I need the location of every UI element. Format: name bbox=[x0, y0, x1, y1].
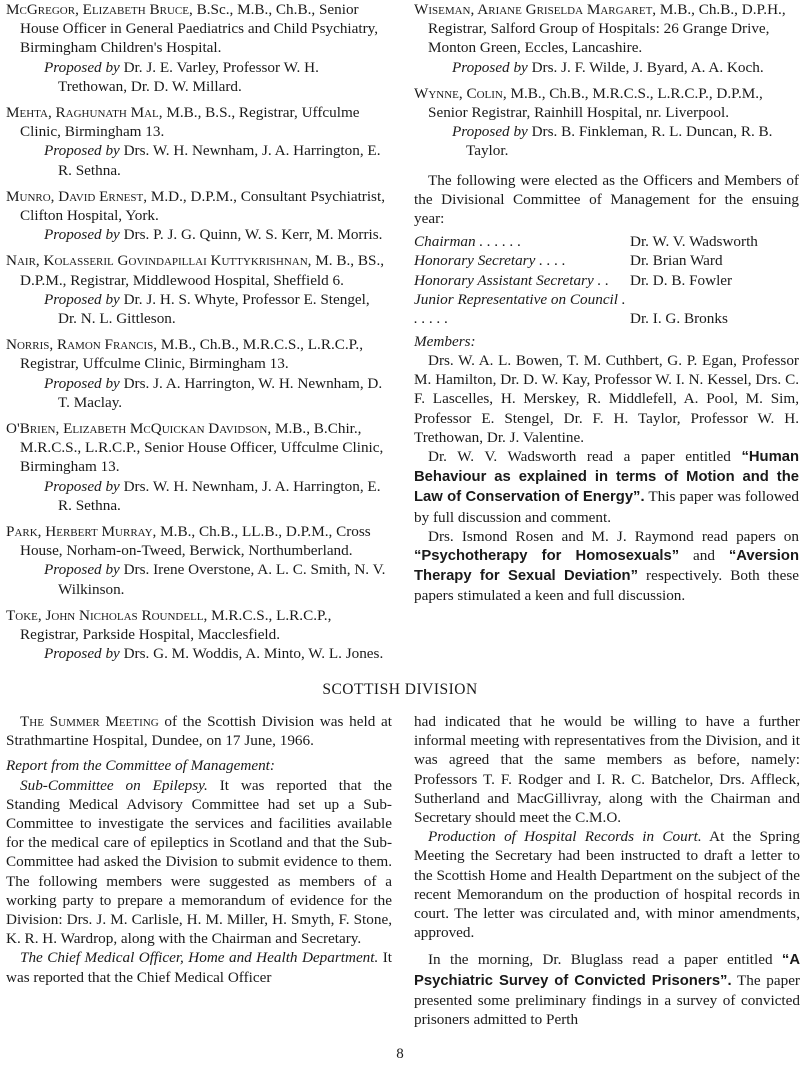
proposers: Dr. J. H. S. Whyte, Professor E. Stengel, Dr. N. L. Gittleson. bbox=[58, 290, 370, 328]
member-entry bbox=[414, 84, 799, 161]
scottish-intro: The Summer Meeting of the Scottish Division was held at Strathmartine Hospital, Dundee, on 17 June, 1966. bbox=[6, 713, 393, 750]
member-entry bbox=[6, 419, 391, 515]
proposers-line bbox=[20, 58, 391, 96]
member-name: Nair, Kolasseril Govindapillai Kuttykrishnan, bbox=[6, 252, 312, 270]
cmo-continued: had indicated that he would be willing to have a further informal meeting with representatives from the Division, and it was agreed that the same members as before, namely: Professors T. F. Rodger and I. R. C. Batchelor, Drs. Affleck, Sutherland and MacGillivray, along with the Chairman and Secretary should meet the C.M.O. bbox=[414, 713, 800, 827]
member-name: Mehta, Raghunath Mal, bbox=[6, 104, 163, 122]
left-column-top bbox=[6, 0, 391, 671]
member-name: Munro, David Ernest, bbox=[6, 187, 148, 205]
proposers-line bbox=[20, 225, 391, 244]
member-entry bbox=[6, 522, 391, 599]
member-name: McGregor, Elizabeth Bruce, bbox=[6, 1, 193, 18]
proposed-by-label: Proposed by bbox=[44, 58, 120, 76]
cmo-paragraph bbox=[6, 948, 392, 986]
proposed-by-label: Proposed by bbox=[44, 226, 120, 244]
officer-role: Honorary Secretary . . . . bbox=[414, 252, 566, 270]
proposed-by-label: Proposed by bbox=[44, 290, 120, 308]
proposers-line bbox=[428, 58, 799, 77]
proposers-line bbox=[20, 290, 391, 328]
bluglass-paragraph: In the morning, Dr. Bluglass read a paper entitled “A Psychiatric Survey of Convicted Prisoners”. The paper presented some preliminary findings in a survey of convicted prisoners admitted to Perth bbox=[414, 951, 800, 1029]
proposed-by-label: Proposed by bbox=[452, 123, 528, 141]
proposers: Drs. W. H. Newnham, J. A. Harrington, E. R. Sethna. bbox=[58, 142, 381, 179]
proposers: Drs. J. A. Harrington, W. H. Newnham, D. T. Maclay. bbox=[58, 374, 383, 411]
proposers-line bbox=[20, 644, 391, 663]
cmo-heading: The Chief Medical Officer, Home and Health Department. bbox=[20, 949, 379, 967]
officer-name: Dr. D. B. Fowler bbox=[630, 271, 733, 289]
member-name: O'Brien, Elizabeth McQuickan Davidson, bbox=[6, 420, 272, 438]
right-column-bottom bbox=[414, 712, 800, 1029]
member-entry bbox=[6, 335, 391, 412]
member-entry bbox=[6, 187, 391, 245]
member-details: M.B., Ch.B., M.R.C.S., L.R.C.P., Registrar, Uffculme Clinic, Birmingham 13. bbox=[20, 336, 364, 373]
officer-name: Dr. I. G. Bronks bbox=[630, 309, 728, 327]
member-entry bbox=[414, 0, 799, 77]
paper-title: “Psychotherapy for Homosexuals” bbox=[414, 548, 680, 565]
records-paragraph: Production of Hospital Records in Court. At the Spring Meeting the Secretary had been instructed to draft a letter to the Scottish Home and Health Department on the subject of the recent Memorandum on the production of hospital records in court. The letter was circulated and, with minor amendments, approved. bbox=[414, 828, 800, 942]
members-label: Members: bbox=[414, 332, 476, 350]
proposers: Drs. W. H. Newnham, J. A. Harrington, E. R. Sethna. bbox=[58, 477, 381, 514]
officer-name: Dr. Brian Ward bbox=[630, 252, 723, 270]
epilepsy-paragraph: Sub-Committee on Epilepsy. It was reported that the Standing Medical Advisory Committee had set up a Sub-Committee to investigate the services and facilities available for the medical care of epileptics in Scotland and that the Sub-Committee had asked the Division to submit evidence to them. The following members were suggested as members of a working party to prepare a memorandum of evidence for the Division: Drs. J. M. Carlisle, H. M. Miller, H. Smyth, F. Stone, K. R. H. Wardrop, along with the Chairman and Secretary. bbox=[6, 776, 392, 948]
proposers: Drs. G. M. Woddis, A. Minto, W. L. Jones. bbox=[123, 645, 384, 663]
officer-role: Honorary Assistant Secretary . . bbox=[414, 271, 609, 289]
officer-row bbox=[414, 251, 799, 270]
officers-list bbox=[414, 232, 799, 328]
member-entry bbox=[6, 103, 391, 180]
officer-row bbox=[414, 232, 799, 251]
proposers: Drs. B. Finkleman, R. L. Duncan, R. B. Taylor. bbox=[466, 123, 773, 160]
proposed-by-label: Proposed by bbox=[44, 645, 120, 663]
left-column-bottom bbox=[6, 712, 392, 987]
officer-row bbox=[414, 290, 799, 328]
proposers: Drs. P. J. G. Quinn, W. S. Kerr, M. Morris. bbox=[123, 226, 383, 244]
member-name: Norris, Ramon Francis, bbox=[6, 336, 158, 354]
members-list: Drs. W. A. L. Bowen, T. M. Cuthbert, G. P. Egan, Professor M. Hamilton, Dr. D. W. Kay, Professor W. I. N. Kessel, Drs. C. F. Lascelles, H. Merskey, R. Middlefell, A. Pool, M. Sim, Professor E. Stengel, Dr. F. H. Taylor, Professor W. H. Trethowan, Dr. J. Valentine. bbox=[414, 352, 799, 446]
proposers-line bbox=[428, 122, 799, 160]
member-details: M.R.C.S., L.R.C.P., Registrar, Parkside Hospital, Macclesfield. bbox=[20, 606, 332, 644]
cmo-text: It was reported that the Chief Medical Officer bbox=[6, 949, 393, 986]
paper-wadsworth: Dr. W. V. Wadsworth read a paper entitled “Human Behaviour as explained in terms of Motion and the Law of Conservation of Energy”. This paper was followed by full discussion and comment. bbox=[414, 448, 800, 526]
proposers: Dr. J. E. Varley, Professor W. H. Trethowan, Dr. D. W. Millard. bbox=[58, 58, 319, 95]
proposers-line bbox=[20, 374, 391, 412]
member-details: M.B., B.Chir., M.R.C.S., L.R.C.P., Senior House Officer, Uffculme Clinic, Birmingham 13. bbox=[20, 420, 384, 476]
member-entry bbox=[6, 0, 391, 96]
paper-title: “A Psychiatric Survey of Convicted Prisoners”. bbox=[414, 952, 800, 989]
member-details: M.B., B.S., Registrar, Uffculme Clinic, Birmingham 13. bbox=[20, 104, 360, 141]
proposers: Drs. Irene Overstone, A. L. C. Smith, N. V. Wilkinson. bbox=[58, 561, 386, 598]
member-entry bbox=[6, 606, 391, 664]
paper-rosen-raymond: Drs. Ismond Rosen and M. J. Raymond read papers on “Psychotherapy for Homosexuals” and “Aversion Therapy for Sexual Deviation” respectively. Both these papers stimulated a keen and full discussion. bbox=[414, 527, 799, 605]
member-details: M.B., Ch.B., D.P.H., Registrar, Salford Group of Hospitals: 26 Grange Drive, Monton Green, Eccles, Lancashire. bbox=[428, 1, 786, 57]
member-details: M.D., D.P.M., Consultant Psychiatrist, Clifton Hospital, York. bbox=[20, 187, 385, 225]
officer-row bbox=[414, 271, 799, 290]
proposers: Drs. J. F. Wilde, J. Byard, A. A. Koch. bbox=[531, 58, 764, 76]
member-name: Wiseman, Ariane Griselda Margaret, bbox=[414, 1, 657, 18]
officer-name: Dr. W. V. Wadsworth bbox=[630, 233, 758, 251]
member-name: Wynne, Colin, bbox=[414, 84, 507, 102]
proposed-by-label: Proposed by bbox=[44, 561, 120, 579]
member-name: Park, Herbert Murray, bbox=[6, 523, 157, 541]
epilepsy-heading: Sub-Committee on Epilepsy. bbox=[20, 776, 208, 794]
records-heading: Production of Hospital Records in Court. bbox=[428, 828, 702, 846]
officers-intro: The following were elected as the Officers and Members of the Divisional Committee of Management for the ensuing year: bbox=[414, 171, 799, 228]
paper-title: “Aversion Therapy for Sexual Deviation” bbox=[414, 548, 799, 585]
proposed-by-label: Proposed by bbox=[44, 477, 120, 495]
proposed-by-label: Proposed by bbox=[44, 374, 120, 392]
member-details: B.Sc., M.B., Ch.B., Senior House Officer in General Paediatrics and Child Psychiatry, Birmingham Children's Hospital. bbox=[20, 1, 379, 57]
member-details: M. B., BS., D.P.M., Registrar, Middlewood Hospital, Sheffield 6. bbox=[20, 252, 385, 289]
member-entry bbox=[6, 251, 391, 328]
member-name: Toke, John Nicholas Roundell, bbox=[6, 606, 208, 624]
member-details: M.B., Ch.B., M.R.C.S., L.R.C.P., D.P.M., Senior Registrar, Rainhill Hospital, nr. Liverpool. bbox=[428, 84, 763, 122]
page-number: 8 bbox=[396, 1046, 404, 1062]
officer-role: Chairman . . . . . . bbox=[414, 233, 522, 251]
proposed-by-label: Proposed by bbox=[452, 58, 528, 76]
proposers-line bbox=[20, 560, 391, 598]
proposed-by-label: Proposed by bbox=[44, 142, 120, 160]
right-column-top bbox=[414, 0, 799, 606]
proposers-line bbox=[20, 141, 391, 179]
paper-title: “Human Behaviour as explained in terms of Motion and the Law of Conservation of Energy”. bbox=[414, 449, 800, 506]
report-heading: Report from the Committee of Management: bbox=[6, 757, 275, 775]
officer-role: Junior Representative on Council . . . . . . bbox=[414, 290, 626, 327]
proposers-line bbox=[20, 477, 391, 515]
member-details: M.B., Ch.B., LL.B., D.P.M., Cross House, Norham-on-Tweed, Berwick, Northumberland. bbox=[20, 523, 371, 560]
section-heading: SCOTTISH DIVISION bbox=[322, 681, 478, 698]
